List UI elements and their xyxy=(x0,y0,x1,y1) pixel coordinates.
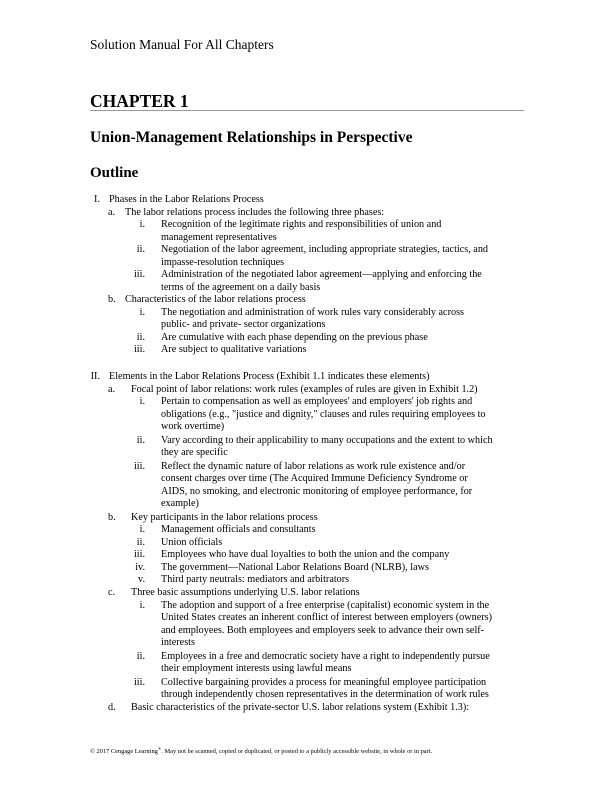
outline-item: example) xyxy=(161,498,199,509)
registered-mark: ® xyxy=(157,746,162,751)
numeral-marker: iv. xyxy=(135,562,145,573)
letter-marker: d. xyxy=(108,702,116,713)
numeral-marker: iii. xyxy=(133,269,145,280)
outline-item: Recognition of the legitimate rights and responsibilities of union and xyxy=(161,219,442,230)
numeral-marker: i. xyxy=(139,600,145,611)
outline-item: consent charges over time (The Acquired Immune Deficiency Syndrome or xyxy=(161,473,468,484)
outline-item: and employees. Both employees and employers seek to advance their own self- xyxy=(161,625,485,636)
outline-item: Focal point of labor relations: work rules (examples of rules are given in Exhibit 1.2) xyxy=(131,384,478,395)
outline-item: The adoption and support of a free enterprise (capitalist) economic system in the xyxy=(161,600,490,611)
outline-item: The government—National Labor Relations Board (NLRB), laws xyxy=(161,562,429,573)
outline-item: AIDS, no smoking, and electronic monitoring of employee performance, for xyxy=(161,486,473,497)
numeral-marker: ii. xyxy=(136,651,145,662)
outline-item: Negotiation of the labor agreement, including appropriate strategies, tactics, and xyxy=(161,244,489,255)
roman-marker: I. xyxy=(94,194,100,205)
outline-item: Collective bargaining provides a process for meaningful employee participation xyxy=(161,677,487,688)
numeral-marker: i. xyxy=(139,524,145,535)
outline-item: Are subject to qualitative variations xyxy=(161,344,307,355)
outline-item: interests xyxy=(161,637,195,648)
numeral-marker: ii. xyxy=(136,435,145,446)
outline-item: Vary according to their applicability to many occupations and the extent to which xyxy=(161,435,493,446)
footer-prefix: © 2017 Cengage Learning xyxy=(90,748,158,756)
outline-item: management representatives xyxy=(161,232,277,243)
numeral-marker: iii. xyxy=(133,677,145,688)
numeral-marker: iii. xyxy=(133,461,145,472)
numeral-marker: i. xyxy=(139,307,145,318)
outline-item: work overtime) xyxy=(161,421,225,432)
outline-item: terms of the agreement on a daily basis xyxy=(161,282,321,293)
copyright-footer xyxy=(90,746,432,755)
outline-item: they are specific xyxy=(161,447,228,458)
numeral-marker: ii. xyxy=(136,244,145,255)
outline-item: through independently chosen representatives in the determination of work rules xyxy=(161,689,489,700)
outline-item: United States creates an inherent conflict of interest between employers (owners) xyxy=(161,612,492,623)
numeral-marker: iii. xyxy=(133,344,145,355)
outline-item: Key participants in the labor relations process xyxy=(131,512,318,523)
outline-item: impasse-resolution techniques xyxy=(161,257,285,268)
outline-item: Elements in the Labor Relations Process (Exhibit 1.1 indicates these elements) xyxy=(109,371,430,382)
letter-marker: b. xyxy=(108,294,116,305)
outline-item: The negotiation and administration of work rules vary considerably across xyxy=(161,307,464,318)
numeral-marker: i. xyxy=(139,219,145,230)
outline-item: Are cumulative with each phase depending on the previous phase xyxy=(161,332,428,343)
outline-item: Three basic assumptions underlying U.S. labor relations xyxy=(131,587,360,598)
outline-item: Phases in the Labor Relations Process xyxy=(109,194,264,205)
letter-marker: a. xyxy=(108,207,116,218)
chapter-title: Union-Management Relationships in Perspective xyxy=(90,129,413,146)
numeral-marker: i. xyxy=(139,396,145,407)
outline-item: Reflect the dynamic nature of labor relations as work rule existence and/or xyxy=(161,461,466,472)
outline-item: Employees in a free and democratic society have a right to independently pursue xyxy=(161,651,490,662)
outline-item: Pertain to compensation as well as employees' and employers' job rights and xyxy=(161,396,473,407)
letter-marker: a. xyxy=(108,384,116,395)
numeral-marker: iii. xyxy=(133,549,145,560)
outline-item: their employment interests using lawful means xyxy=(161,663,352,674)
letter-marker: b. xyxy=(108,512,116,523)
outline-item: Third party neutrals: mediators and arbitrators xyxy=(161,574,350,585)
outline-item: Employees who have dual loyalties to both the union and the company xyxy=(161,549,450,560)
chapter-rule xyxy=(90,110,524,111)
outline-item: obligations (e.g., "justice and dignity," clauses and rules requiring employees to xyxy=(161,409,486,420)
outline-item: Characteristics of the labor relations process xyxy=(125,294,306,305)
outline-item: Management officials and consultants xyxy=(161,524,316,535)
outline-item: Basic characteristics of the private-sector U.S. labor relations system (Exhibit 1.3): xyxy=(131,702,470,713)
footer-notice: . May not be scanned, copied or duplicated, or posted to a publicly accessible website, in whole or in part. xyxy=(161,748,433,756)
outline-item: Union officials xyxy=(161,537,223,548)
chapter-label: CHAPTER 1 xyxy=(90,91,189,111)
numeral-marker: ii. xyxy=(136,332,145,343)
numeral-marker: v. xyxy=(138,574,145,585)
outline-heading: Outline xyxy=(90,165,139,181)
outline-item: Administration of the negotiated labor agreement—applying and enforcing the xyxy=(161,269,482,280)
outline-item: The labor relations process includes the following three phases: xyxy=(125,207,385,218)
letter-marker: c. xyxy=(108,587,116,598)
outline-item: public- and private- sector organizations xyxy=(161,319,326,330)
roman-marker: II. xyxy=(90,371,100,382)
numeral-marker: ii. xyxy=(136,537,145,548)
running-head: Solution Manual For All Chapters xyxy=(90,37,274,52)
